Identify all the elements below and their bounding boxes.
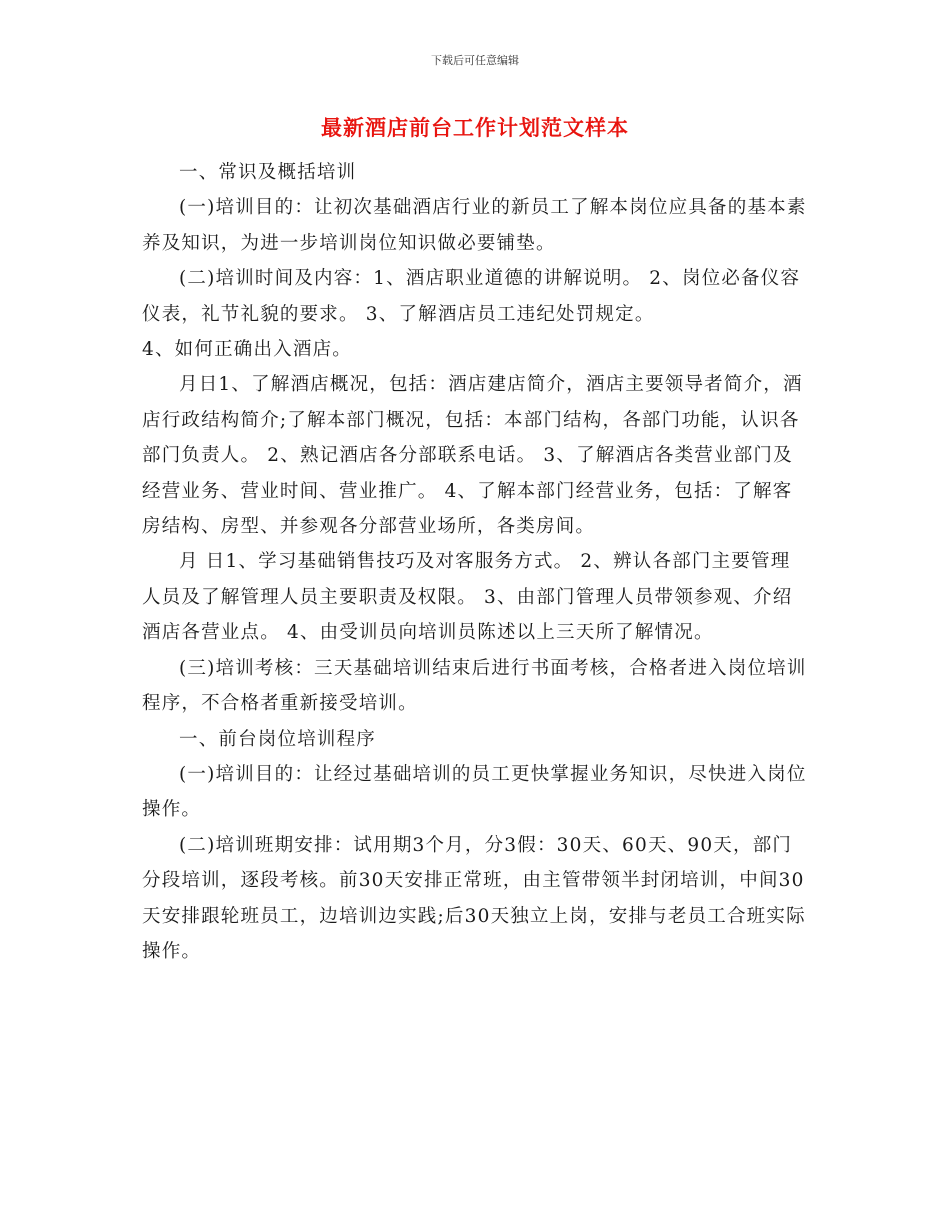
section-heading-2: 一、前台岗位培训程序 <box>179 728 377 750</box>
paragraph-day-2: 月 日1、学习基础销售技巧及对客服务方式。 2、辨认各部门主要管理人员及了解管理人员主要职责及权限。 3、由部门管理人员带领参观、介绍酒店各营业点。 4、由受训员向培训员陈述以上三天所了解情况。 <box>142 551 793 644</box>
section-heading-1: 一、常识及概括培训 <box>179 162 357 183</box>
paragraph-purpose-2: (一)培训目的：让经过基础培训的员工更快掌握业务知识，尽快进入岗位操作。 <box>142 763 807 821</box>
document-body <box>142 155 810 969</box>
paragraph-schedule: (二)培训班期安排：试用期3个月，分3假：30天、60天、90天，部门分段培训，逐段考核。前30天安排正常班，由主管带领半封闭培训，中间30天安排跟轮班员工，边培训边实践;后30天独立上岗，安排与老员工合班实际操作。 <box>142 834 806 962</box>
document-title: 最新酒店前台工作计划范文样本 <box>321 115 629 140</box>
paragraph-day-1: 月日1、了解酒店概况，包括：酒店建店简介，酒店主要领导者简介，酒店行政结构简介;了解本部门概况，包括：本部门结构，各部门功能，认识各部门负责人。 2、熟记酒店各分部联系电话。 3、了解酒店各类营业部门及经营业务、营业时间、营业推广。 4、了解本部门经营业务，包括：了解客房结构、房型、并参观各分部营业场所，各类房间。 <box>142 374 803 538</box>
paragraph-assessment: (三)培训考核：三天基础培训结束后进行书面考核，合格者进入岗位培训程序，不合格者重新接受培训。 <box>142 657 807 715</box>
page-header-note: 下载后可任意编辑 <box>431 54 519 67</box>
paragraph-purpose-1: (一)培训目的：让初次基础酒店行业的新员工了解本岗位应具备的基本素养及知识，为进一步培训岗位知识做必要铺垫。 <box>142 197 807 254</box>
paragraph-item-4: 4、如何正确出入酒店。 <box>142 339 352 361</box>
paragraph-time-content: (二)培训时间及内容：1、酒店职业道德的讲解说明。 2、岗位必备仪容仪表，礼节礼貌的要求。 3、了解酒店员工违纪处罚规定。 <box>142 268 801 325</box>
